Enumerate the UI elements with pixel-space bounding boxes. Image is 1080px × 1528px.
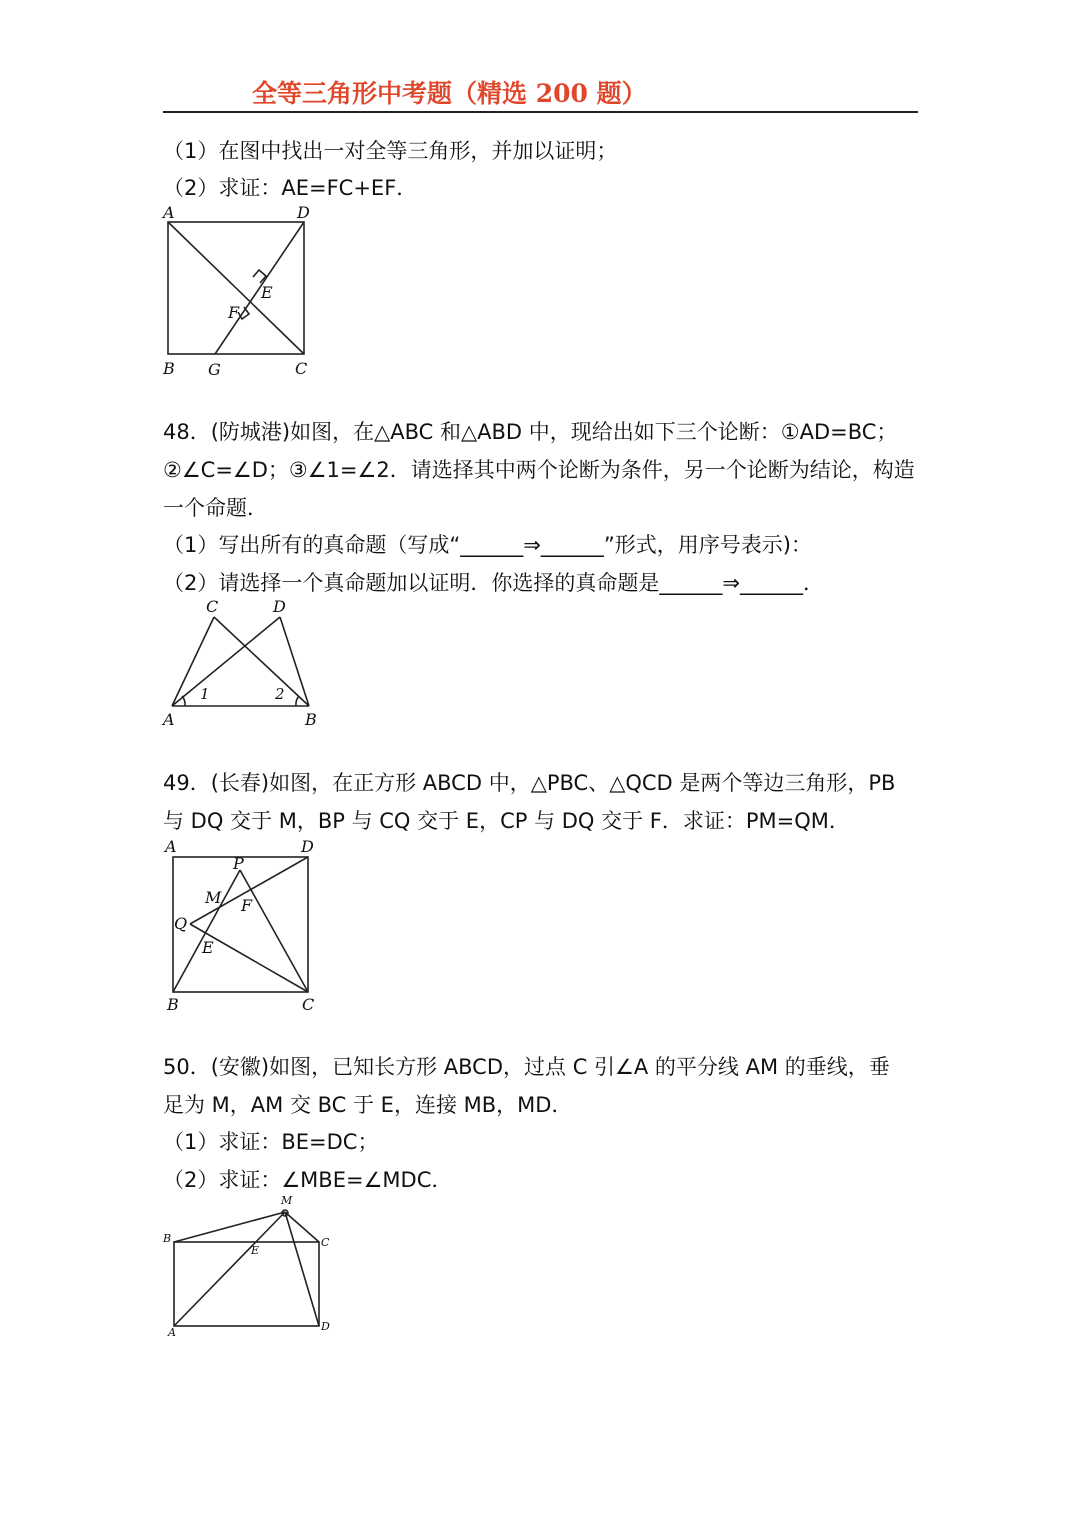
- q47-label-b: B: [163, 359, 175, 378]
- q48-label-b: B: [305, 710, 317, 729]
- q48-line3: 一个命题．: [163, 496, 268, 520]
- q50-line-am: [174, 1212, 285, 1326]
- q49-square: [173, 857, 308, 992]
- q47-label-g: G: [208, 360, 221, 379]
- q48-line1: 48．(防城港)如图，在△ABC 和△ABD 中，现给出如下三个论断：①AD=BC；: [163, 420, 898, 444]
- q47-label-f: F: [228, 303, 240, 322]
- q48-label-a: A: [163, 710, 175, 729]
- q49-line2: 与 DQ 交于 M，BP 与 CQ 交于 E，CP 与 DQ 交于 F．求证：PM=QM．: [163, 809, 850, 833]
- q49-figure: [155, 835, 335, 1020]
- q50-line2: 足为 M，AM 交 BC 于 E，连接 MB，MD．: [163, 1093, 573, 1117]
- q48-figure: [155, 595, 335, 735]
- q50-label-b: B: [163, 1232, 172, 1245]
- header-divider: [163, 111, 918, 113]
- q49-line1: 49．(长春)如图，在正方形 ABCD 中，△PBC、△QCD 是两个等边三角形，PB: [163, 771, 896, 795]
- q49-label-m: M: [205, 888, 222, 907]
- q47-label-d: D: [297, 203, 310, 222]
- q49-label-p: P: [233, 854, 244, 873]
- q50-figure: [155, 1190, 340, 1340]
- q49-label-c: C: [302, 995, 315, 1014]
- q47-part2: （2）求证：AE=FC+EF．: [163, 176, 418, 200]
- q50-line1: 50．(安徽)如图，已知长方形 ABCD，过点 C 引∠A 的平分线 AM 的垂线，垂: [163, 1055, 890, 1079]
- q49-label-f: F: [241, 896, 253, 915]
- q49-label-a: A: [165, 837, 177, 856]
- q49-label-q: Q: [174, 914, 188, 933]
- q48-line2: ②∠C=∠D；③∠1=∠2．请选择其中两个论断为条件，另一个论断为结论，构造: [163, 458, 915, 482]
- q47-figure: [155, 200, 325, 382]
- q50-label-a: A: [168, 1326, 176, 1339]
- q49-label-b: B: [167, 995, 179, 1014]
- q48-part2: （2）请选择一个真命题加以证明．你选择的真命题是______⇒______．: [163, 571, 824, 595]
- q48-angle-1-arc: [182, 696, 185, 706]
- q50-label-c: C: [321, 1236, 330, 1249]
- q49-line-qc: [190, 924, 308, 992]
- q48-label-d: D: [273, 597, 286, 616]
- q50-label-d: D: [321, 1320, 330, 1333]
- q48-angle-2-arc: [296, 696, 299, 706]
- q47-label-c: C: [295, 359, 308, 378]
- q47-label-a: A: [163, 203, 175, 222]
- q50-line-mb: [174, 1212, 285, 1242]
- q47-line-dg: [215, 222, 304, 354]
- q49-label-e: E: [202, 938, 214, 957]
- q50-label-e: E: [251, 1244, 260, 1257]
- q47-label-e: E: [261, 283, 273, 302]
- q50-line-md: [285, 1212, 319, 1326]
- q48-part1: （1）写出所有的真命题（写成“______⇒______”形式，用序号表示)：: [163, 533, 812, 557]
- q48-label-2: 2: [275, 685, 285, 703]
- q48-label-1: 1: [200, 685, 210, 703]
- q47-line-ac: [168, 222, 304, 354]
- q48-line-ad: [172, 617, 280, 706]
- q47-part1: （1）在图中找出一对全等三角形，并加以证明；: [163, 139, 618, 163]
- q48-label-c: C: [206, 597, 219, 616]
- q49-line-pc: [240, 870, 308, 992]
- q50-label-m: M: [281, 1194, 293, 1207]
- q49-label-d: D: [301, 837, 314, 856]
- page-header-title: 全等三角形中考题（精选 200 题）: [252, 79, 647, 108]
- q50-part1: （1）求证：BE=DC；: [163, 1130, 379, 1154]
- q50-part2: （2）求证：∠MBE=∠MDC．: [163, 1168, 453, 1192]
